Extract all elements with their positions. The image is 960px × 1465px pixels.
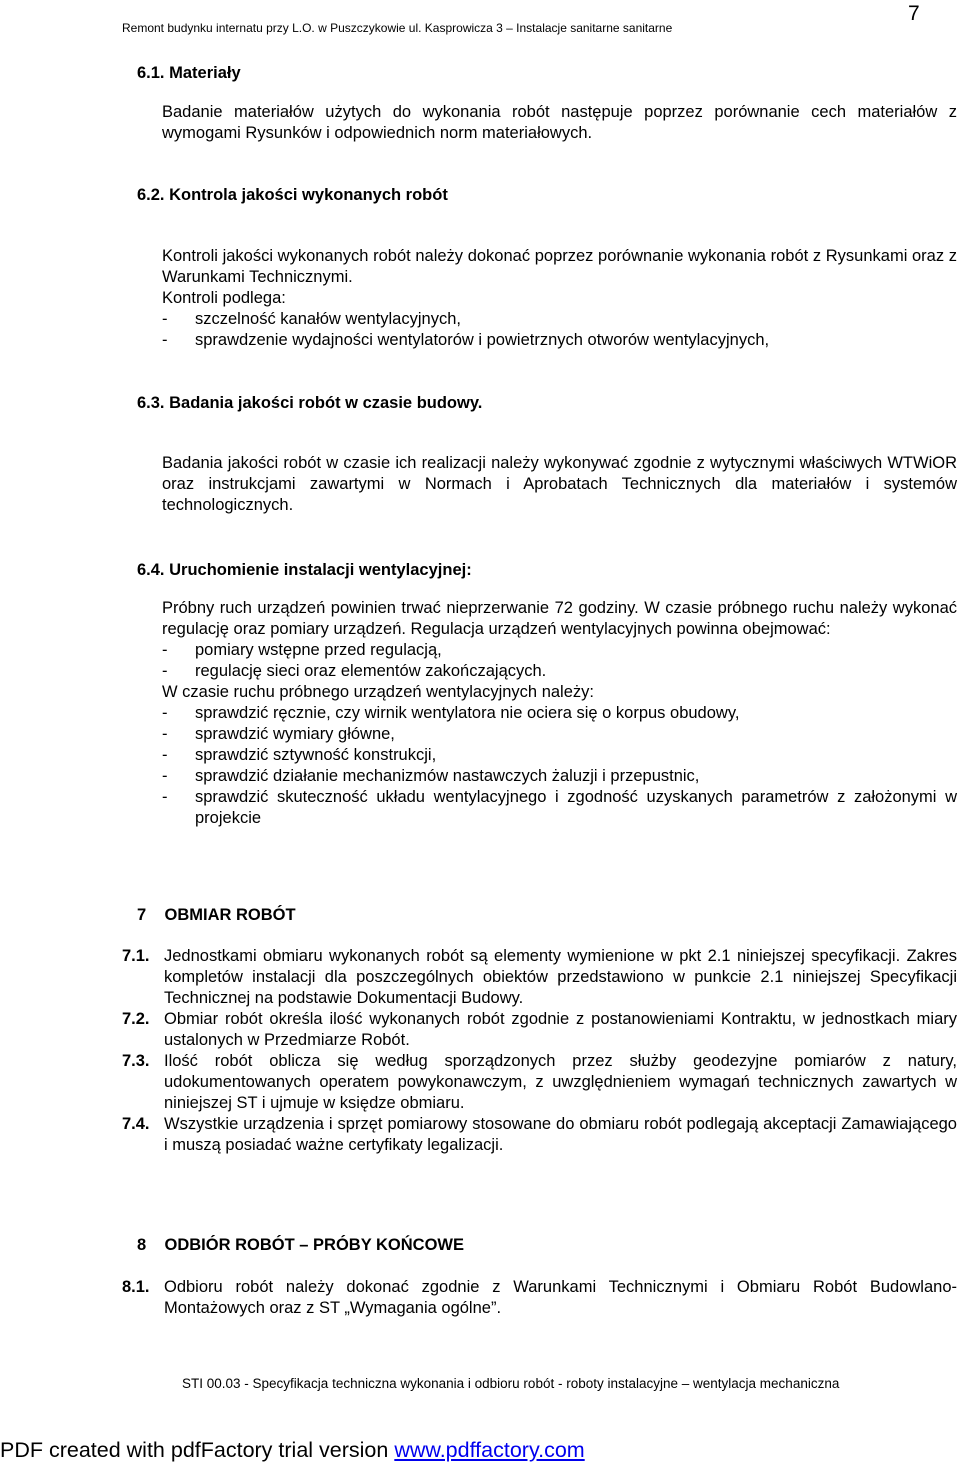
paragraph-6-1: Badanie materiałów użytych do wykonania robót następuje poprzez porównanie cech materiałów z wymogami Rysunków i odpowiednich norm materiałowych.: [162, 103, 957, 142]
list-item: 7.2. Obmiar robót określa ilość wykonanych robót zgodnie z postanowieniami Kontraktu, w jednostkach miary ustalonych w Przedmiarze Robót.: [122, 1010, 957, 1049]
paragraph-6-4-checks: W czasie ruchu próbnego urządzeń wentylacyjnych należy:: [162, 683, 594, 701]
list-8: [122, 1277, 957, 1319]
list-item: - sprawdzić sztywność konstrukcji,: [162, 746, 437, 764]
list-6-4-regulation: [162, 640, 957, 682]
list-item: - regulację sieci oraz elementów zakończających.: [162, 662, 547, 680]
heading-6-1: 6.1. Materiały: [137, 64, 241, 82]
running-header: Remont budynku internatu przy L.O. w Puszczykowie ul. Kasprowicza 3 – Instalacje sanitarne sanitarne: [122, 21, 673, 35]
list-item: - sprawdzić ręcznie, czy wirnik wentylatora nie ociera się o korpus obudowy,: [162, 704, 740, 722]
list-item: - sprawdzenie wydajności wentylatorów i powietrznych otworów wentylacyjnych,: [162, 331, 770, 349]
heading-6-3: 6.3. Badania jakości robót w czasie budowy.: [137, 394, 483, 412]
list-item: - sprawdzić skuteczność układu wentylacyjnego i zgodność uzyskanych parametrów z założonymi w projekcie: [162, 788, 957, 827]
paragraph-6-3: Badania jakości robót w czasie ich realizacji należy wykonywać zgodnie z wytycznymi właściwych WTWiOR oraz instrukcjami zawartymi w Normach i Aprobatach Technicznych dla materiałów i systemów technologicznych.: [162, 454, 957, 514]
section-6-4-body: [162, 598, 957, 829]
heading-6-2: 6.2. Kontrola jakości wykonanych robót: [137, 186, 448, 204]
pdf-banner-text: PDF created with pdfFactory trial version: [0, 1438, 395, 1462]
list-item: - szczelność kanałów wentylacyjnych,: [162, 310, 461, 328]
page-footer: STI 00.03 - Specyfikacja techniczna wykonania i odbioru robót - roboty instalacyjne – wentylacja mechaniczna: [182, 1376, 840, 1391]
page-number: 7: [908, 2, 920, 25]
list-item: 8.1. Odbioru robót należy dokonać zgodnie z Warunkami Technicznymi i Obmiaru Robót Budowlano-Montażowych oraz z ST „Wymagania ogólne”.: [122, 1278, 957, 1317]
pdffactory-link[interactable]: www.pdffactory.com: [394, 1438, 585, 1462]
list-6-2: [162, 309, 957, 351]
list-7: [122, 946, 957, 1156]
list-item: 7.1. Jednostkami obmiaru wykonanych robót są elementy wymienione w pkt 2.1 niniejszej specyfikacji. Zakres kompletów instalacji dla poszczególnych obiektów przedstawiono w punkcie 2.1 niniejszej Specyfikacji Technicznej na podstawie Dokumentacji Budowy.: [122, 947, 957, 1007]
heading-6-4: 6.4. Uruchomienie instalacji wentylacyjnej:: [137, 561, 472, 579]
section-6-2-body: [162, 246, 957, 351]
paragraph-6-2-intro: Kontroli jakości wykonanych robót należy dokonać poprzez porównanie wykonania robót z Rysunkami oraz z Warunkami Technicznymi.: [162, 247, 957, 286]
paragraph-6-4-intro: Próbny ruch urządzeń powinien trwać nieprzerwanie 72 godziny. W czasie próbnego ruchu należy wykonać regulację oraz pomiary urządzeń. Regulacja urządzeń wentylacyjnych powinna obejmować:: [162, 599, 957, 638]
list-6-4-checks: [162, 703, 957, 829]
list-item: 7.4. Wszystkie urządzenia i sprzęt pomiarowy stosowane do obmiaru robót podlegają akceptacji Zamawiającego i muszą posiadać ważne certyfikaty legalizacji.: [122, 1115, 957, 1154]
heading-8: 8 ODBIÓR ROBÓT – PRÓBY KOŃCOWE: [137, 1236, 464, 1254]
list-item: 7.3. Ilość robót oblicza się według sporządzonych przez służby geodezyjne pomiarów z natury, udokumentowanych operatem powykonawczym, z uwzględnieniem wymagań technicznych zawartych w niniejszej ST i ujmuje w księdze obmiaru.: [122, 1052, 957, 1112]
paragraph-6-2-scope: Kontroli podlega:: [162, 289, 286, 307]
pdf-trial-banner: [0, 1437, 585, 1463]
list-item: - pomiary wstępne przed regulacją,: [162, 641, 442, 659]
heading-7: 7 OBMIAR ROBÓT: [137, 906, 296, 924]
list-item: - sprawdzić działanie mechanizmów nastawczych żaluzji i przepustnic,: [162, 767, 700, 785]
list-item: - sprawdzić wymiary główne,: [162, 725, 395, 743]
